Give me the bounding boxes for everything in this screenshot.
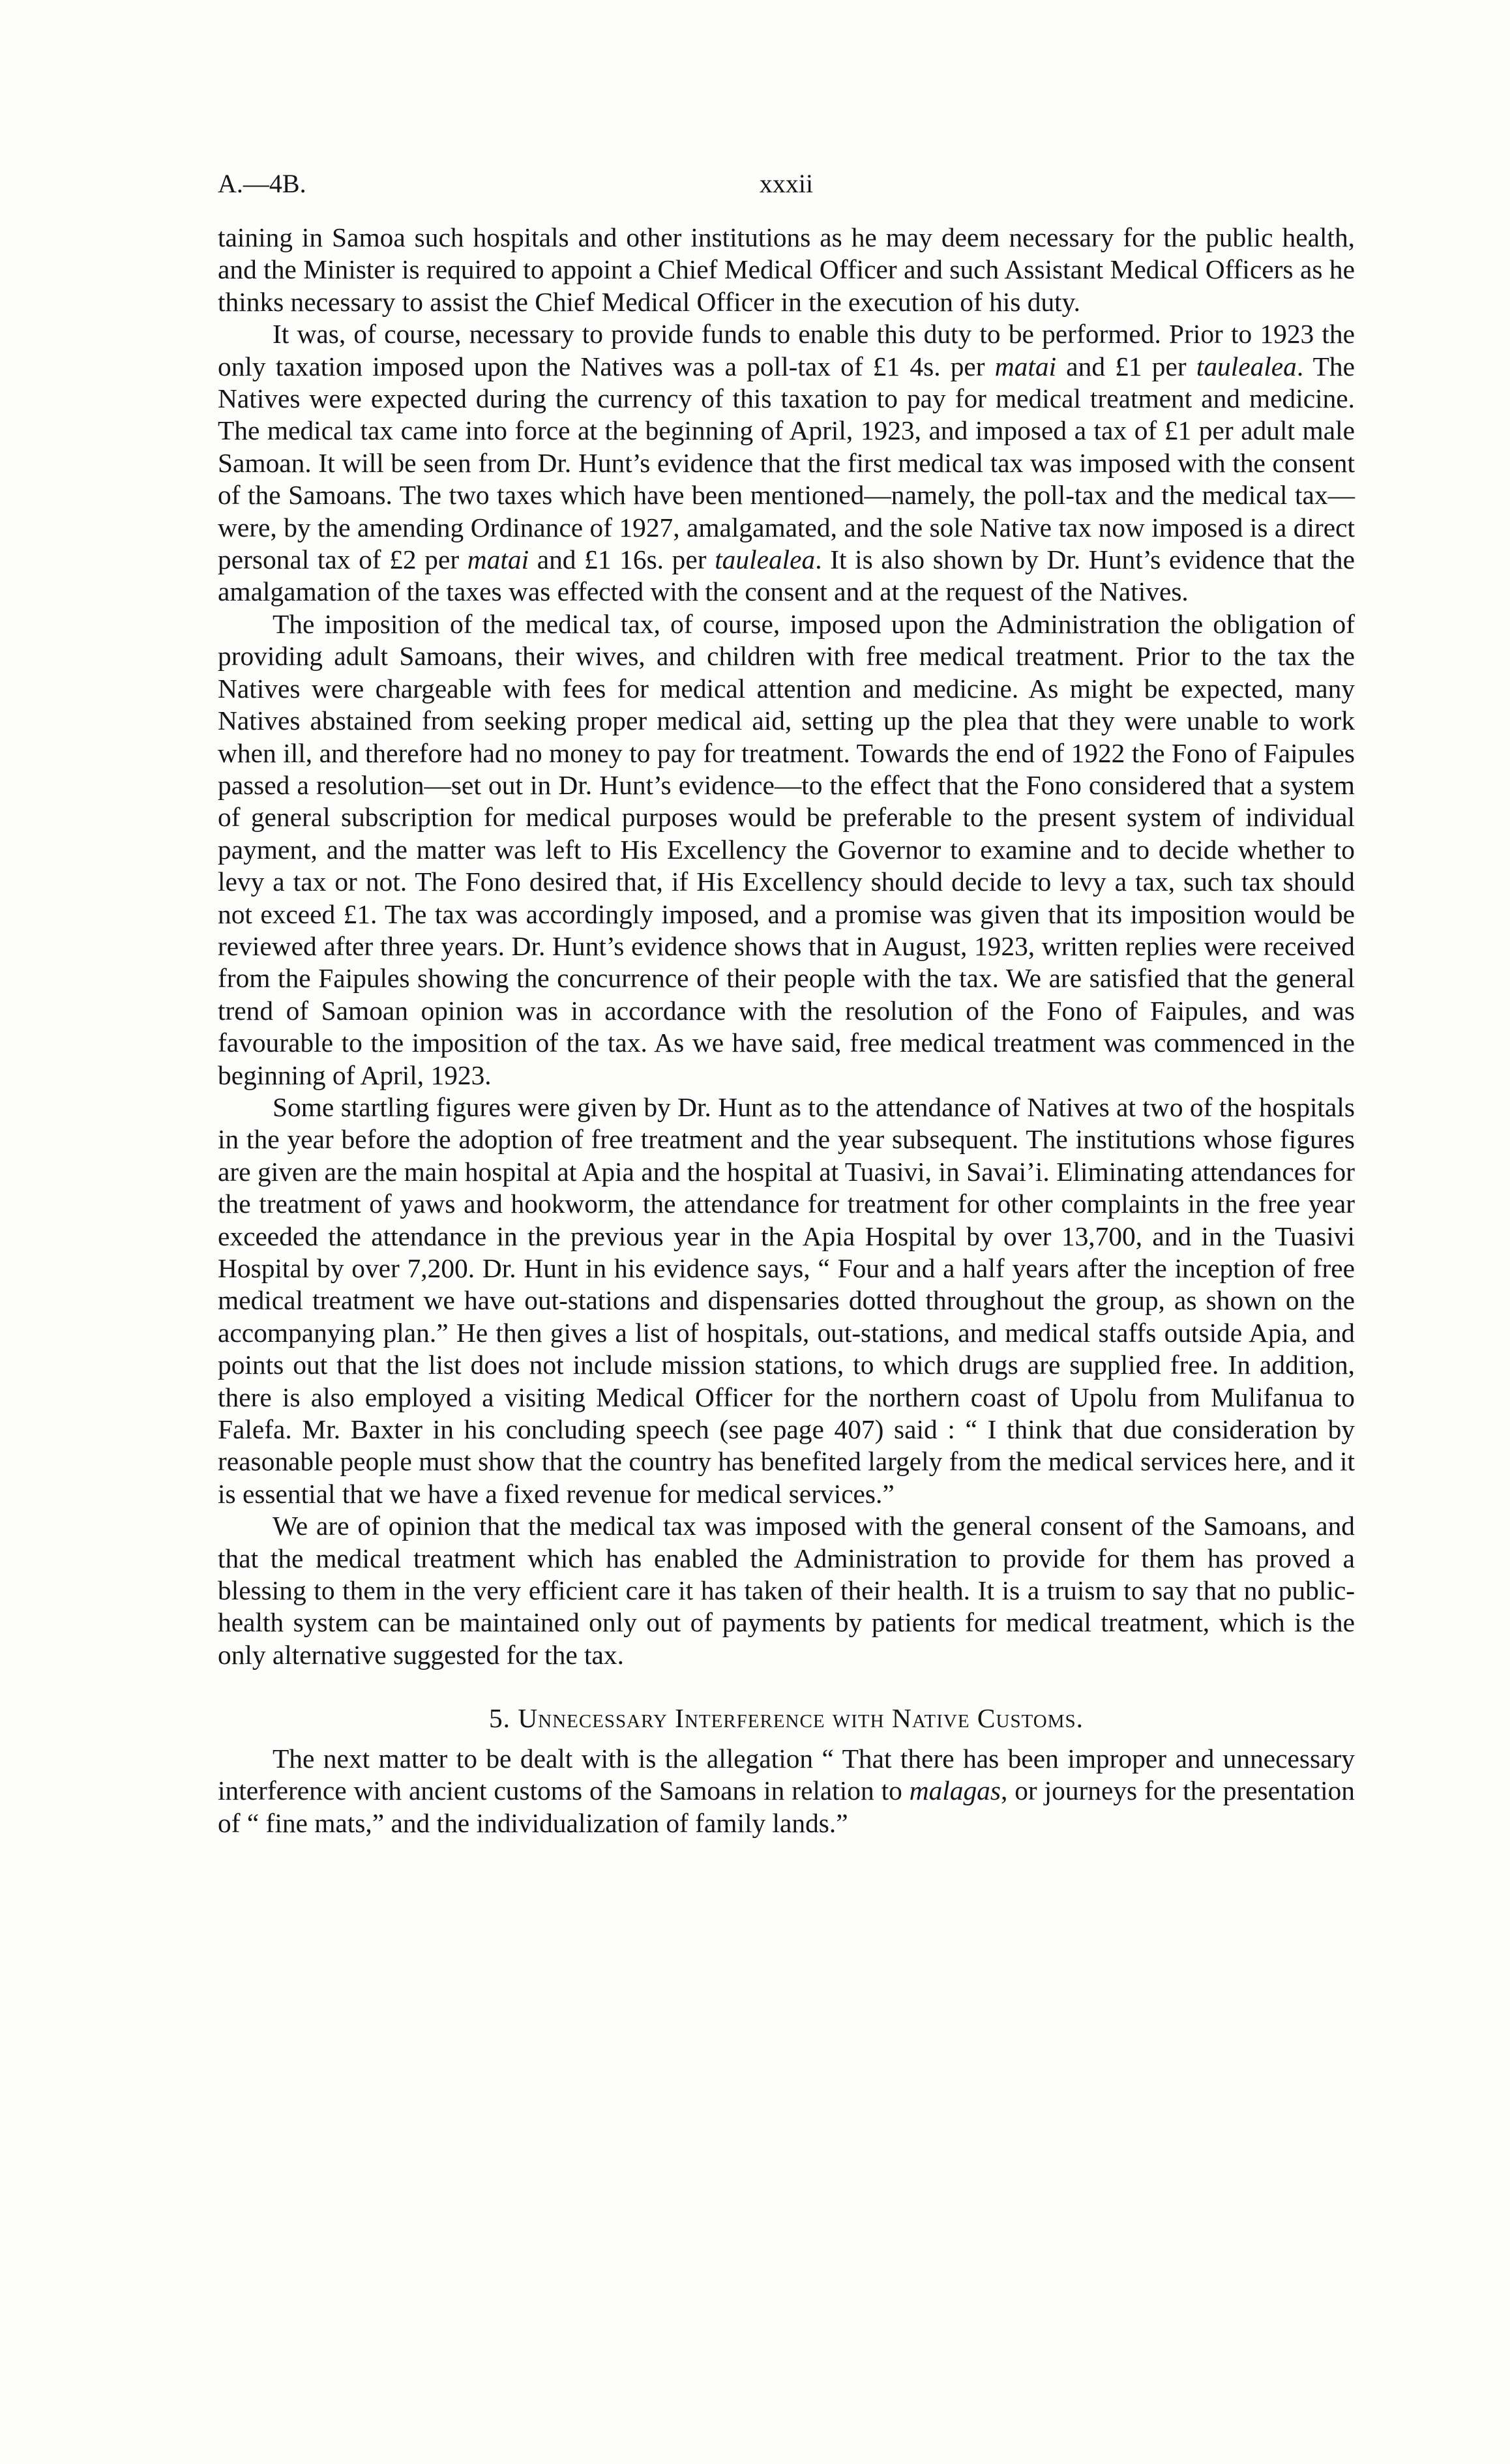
text-run: The imposition of the medical tax, of course, imposed upon the Administration the obligation of providing adult Samoans, their wives, and children with free medical treatment. Prior to the tax the Natives were chargeable with fees for medical attention and medicine. As might be expected, many Natives abstained from seeking proper medical aid, setting up the plea that they were unable to work when ill, and therefore had no money to pay for treatment. Towards the end of 1922 the Fono of Faipules passed a resolution—set out in Dr. Hunt’s evidence—to the effect that the Fono considered that a system of general subscription for medical purposes would be preferable to the present system of individual payment, and the matter was left to His Excellency the Governor to examine and to decide whether to levy a tax or not. The Fono desired that, if His Excellency should decide to levy a tax, such tax should not exceed £1. The tax was accordingly imposed, and a promise was given that its imposition would be reviewed after three years. Dr. Hunt’s evidence shows that in August, 1923, written replies were received from the Faipules showing the concurrence of their people with the tax. We are satisfied that the general trend of Samoan opinion was in accordance with the resolution of the Fono of Faipules, and was favourable to the imposition of the tax. As we have said, free medical treatment was commenced in the beginning of April, 1923.	[218, 608, 1355, 1090]
text-run: The next matter to be dealt with is the allegation “ That there has been improper and unnecessary interference with ancient customs of the Samoans in relation to	[218, 1743, 1355, 1806]
italic-term: matai	[994, 351, 1057, 381]
paragraph-1	[218, 222, 1355, 318]
italic-term: matai	[467, 544, 529, 575]
text-run: We are of opinion that the medical tax was imposed with the general consent of the Samoans, and that the medical treatment which has enabled the Administration to provide for them has proved a blessing to them in the very efficient care it has taken of their health. It is a truism to say that no public-health system can be maintained only out of payments by patients for medical treatment, which is the only alternative suggested for the tax.	[218, 1511, 1355, 1670]
text-run: . The Natives were expected during the currency of this taxation to pay for medical treatment and medicine. The medical tax came into force at the beginning of April, 1923, and imposed a tax of £1 per adult male Samoan. It will be seen from Dr. Hunt’s evidence that the first medical tax was imposed with the consent of the Samoans. The two taxes which have been mentioned—namely, the poll-tax and the medical tax—were, by the amending Ordinance of 1927, amalgamated, and the sole Native tax now imposed is a direct personal tax of £2 per	[218, 351, 1355, 575]
text-run: , or journeys for the presentation of “ fine mats,” and the individualization of family lands.”	[218, 1775, 1355, 1838]
text-run: and £1 16s. per	[529, 544, 715, 575]
italic-term: malagas	[909, 1775, 1001, 1806]
paragraph-2	[218, 318, 1355, 608]
text-run: . It is also shown by Dr. Hunt’s evidence that the amalgamation of the taxes was effected with the consent and at the request of the Natives.	[218, 544, 1355, 607]
text-run: and £1 per	[1056, 351, 1196, 381]
page-header	[218, 168, 1355, 207]
text-run: It was, of course, necessary to provide funds to enable this duty to be performed. Prior to 1923 the only taxation imposed upon the Natives was a poll-tax of £1 4s. per	[218, 319, 1355, 381]
italic-term: taulealea	[1196, 351, 1297, 381]
paragraph-5	[218, 1510, 1355, 1671]
italic-term: taulealea	[715, 544, 816, 575]
text-run: taining in Samoa such hospitals and other institutions as he may deem necessary for the public health, and the Minister is required to appoint a Chief Medical Officer and such Assistant Medical Officers as he thinks necessary to assist the Chief Medical Officer in the execution of his duty.	[218, 222, 1355, 317]
paragraph-3	[218, 608, 1355, 1091]
body-text	[218, 222, 1355, 1839]
page-number: xxxii	[759, 169, 814, 198]
document-reference: A.—4B.	[218, 169, 306, 198]
section-paragraph	[218, 1743, 1355, 1839]
text-run: Some startling figures were given by Dr. Hunt as to the attendance of Natives at two of the hospitals in the year before the adoption of free treatment and the year subsequent. The institutions whose figures are given are the main hospital at Apia and the hospital at Tuasivi, in Savai’i. Eliminating attendances for the treatment of yaws and hookworm, the attendance for treatment for other complaints in the free year exceeded the attendance in the previous year in the Apia Hospital by over 13,700, and in the Tuasivi Hospital by over 7,200. Dr. Hunt in his evidence says, “ Four and a half years after the inception of free medical treatment we have out-stations and dispensaries dotted throughout the group, as shown on the accompanying plan.” He then gives a list of hospitals, out-stations, and medical staffs outside Apia, and points out that the list does not include mission stations, to which drugs are supplied free. In addition, there is also employed a visiting Medical Officer for the northern coast of Upolu from Mulifanua to Falefa. Mr. Baxter in his concluding speech (see page 407) said : “ I think that due consideration by reasonable people must show that the country has benefited largely from the medical services here, and it is essential that we have a fixed revenue for medical services.”	[218, 1091, 1355, 1509]
section-heading: 5. Unnecessary Interference with Native Customs.	[488, 1703, 1084, 1734]
paragraph-4	[218, 1091, 1355, 1510]
